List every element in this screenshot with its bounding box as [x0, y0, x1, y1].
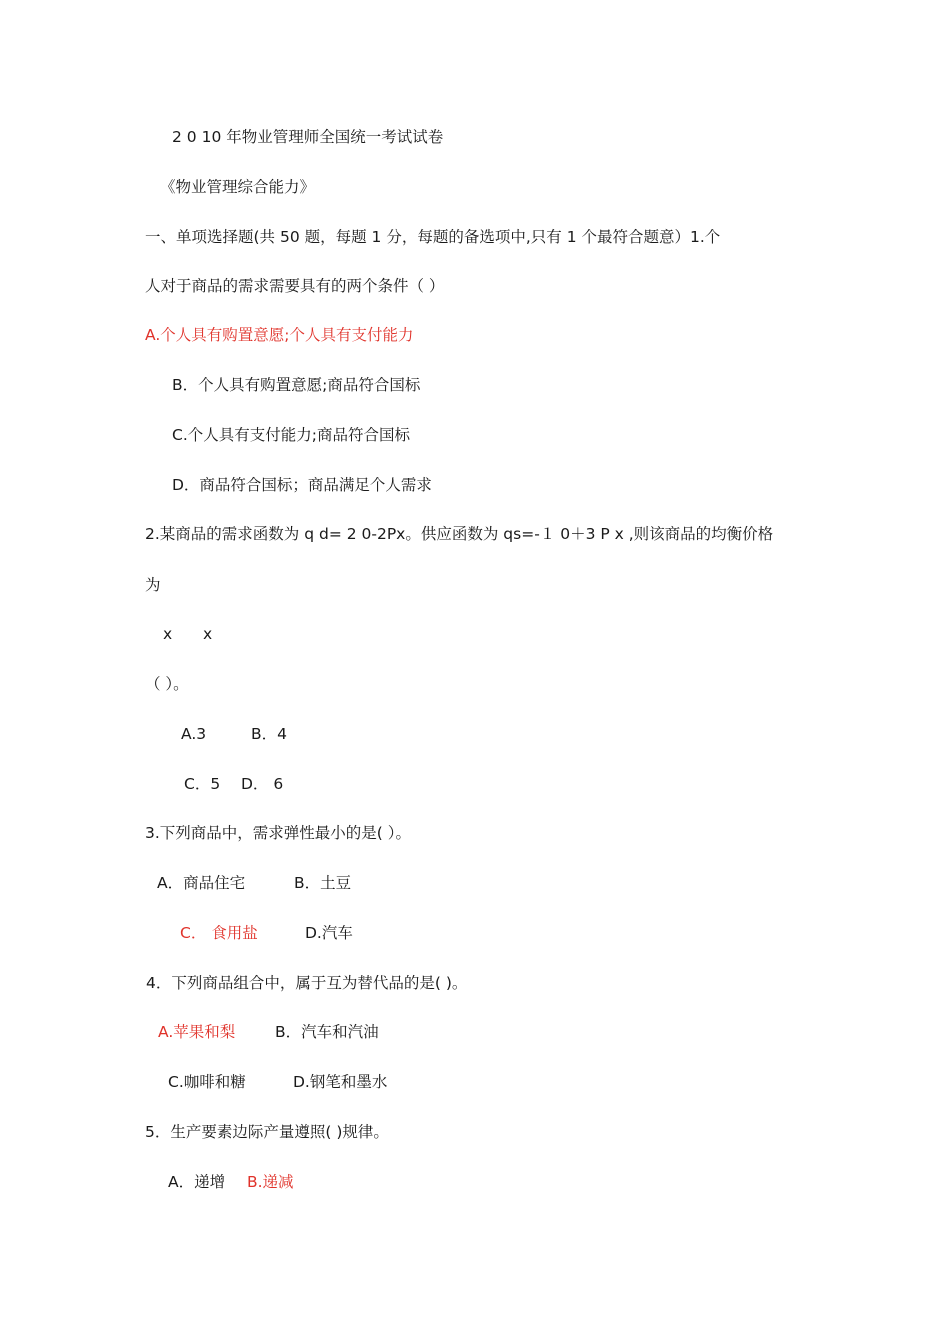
q4-options-row-2 [168, 1072, 568, 1092]
q3-option-b: B．土豆 [294, 874, 352, 892]
q2-option-d: D． 6 [241, 775, 284, 793]
q2-stem-continued: 为 [145, 576, 161, 594]
q1-stem: 人对于商品的需求需要具有的两个条件（ ） [145, 277, 445, 295]
q3-option-a: A．商品住宅 [157, 874, 246, 892]
q3-option-c-correct: C． 食用盐 [180, 924, 258, 942]
q4-options-row-1 [158, 1022, 558, 1042]
q2-subscript-x-1: x [163, 625, 173, 643]
q1-option-c: C.个人具有支付能力;商品符合国标 [172, 426, 410, 444]
q4-option-a-correct: A.苹果和梨 [158, 1023, 236, 1041]
q1-option-a-correct: A.个人具有购置意愿;个人具有支付能力 [145, 326, 414, 344]
q3-option-d: D.汽车 [305, 924, 353, 942]
exam-title: 2 0 10 年物业管理师全国统一考试试卷 [172, 128, 444, 146]
q2-subscripts [163, 624, 363, 644]
q4-option-d: D.钢笔和墨水 [293, 1073, 388, 1091]
q2-subscript-x-2: x [203, 625, 213, 643]
q5-stem: 5．生产要素边际产量遵照( )规律。 [145, 1123, 389, 1141]
q3-options-row-1 [157, 873, 557, 893]
q3-stem: 3.下列商品中，需求弹性最小的是( ）。 [145, 824, 412, 842]
q4-stem: 4．下列商品组合中，属于互为替代品的是( )。 [146, 974, 468, 992]
q3-options-row-2 [180, 923, 580, 943]
q5-option-a: A．递增 [168, 1173, 226, 1191]
q2-options-row-1 [181, 724, 481, 744]
q1-option-d: D．商品符合国标；商品满足个人需求 [172, 476, 432, 494]
q2-options-row-2 [184, 774, 484, 794]
q2-option-b: B．4 [251, 725, 287, 743]
q5-options-row-1 [168, 1172, 468, 1192]
q4-option-b: B．汽车和汽油 [275, 1023, 379, 1041]
q2-option-a: A.3 [181, 725, 207, 743]
q4-option-c: C.咖啡和糖 [168, 1073, 246, 1091]
exam-subtitle: 《物业管理综合能力》 [160, 178, 316, 196]
q2-stem: 2.某商品的需求函数为 q d= 2 0-2Px。供应函数为 qs=-１ 0＋3 P x ,则该商品的均衡价格 [145, 525, 774, 543]
q2-answer-paren: （ ）。 [145, 675, 189, 693]
q5-option-b-correct: B.递减 [247, 1173, 294, 1191]
section-heading: 一、单项选择题(共 50 题，每题 1 分，每题的备选项中,只有 1 个最符合题意）1.个 [145, 228, 721, 246]
q2-option-c: C．5 [184, 775, 221, 793]
q1-option-b: B．个人具有购置意愿;商品符合国标 [172, 376, 421, 394]
